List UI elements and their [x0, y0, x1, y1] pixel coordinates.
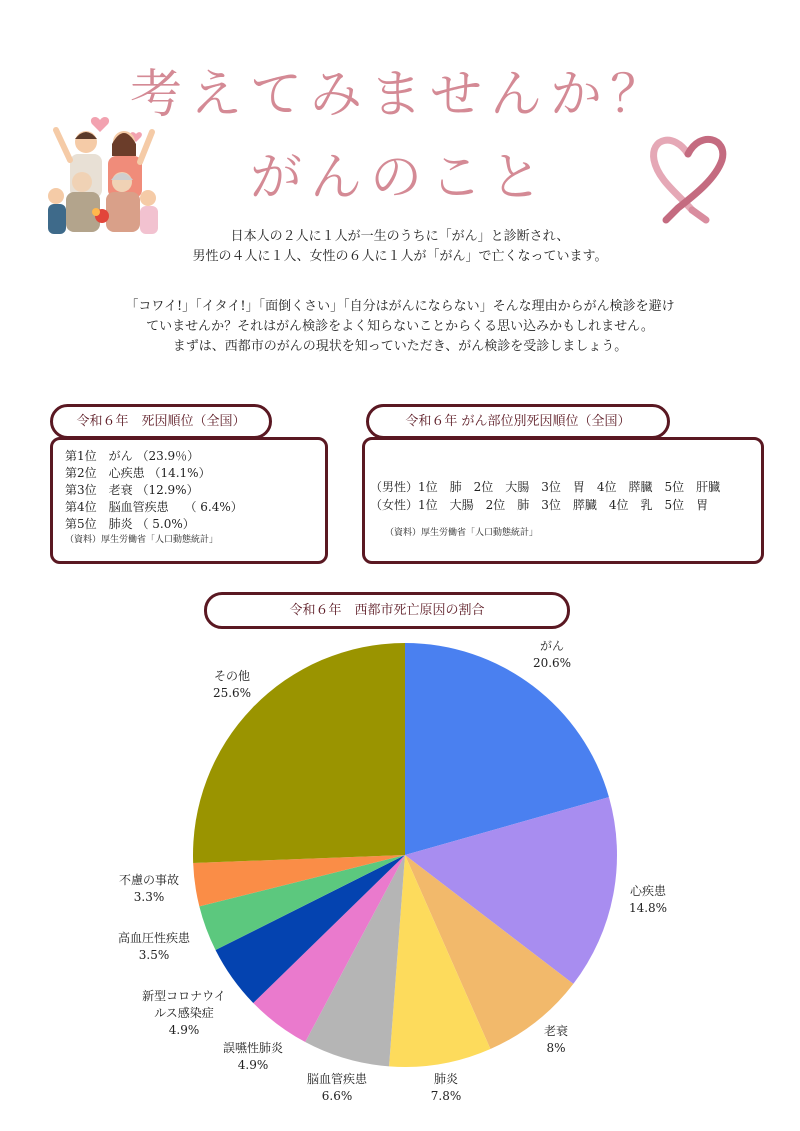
cancer-site-source: （資料）厚生労働省「人口動態統計」 [385, 528, 539, 538]
pie-chart-header: 令和６年 西都市死亡原因の割合 [204, 592, 570, 629]
cancer-site-row-male: （男性）1位 肺 2位 大腸 3位 胃 4位 膵臓 5位 肝臓 [370, 480, 721, 494]
title-line-1: 考えてみませんか？ [129, 65, 670, 125]
pie-slice-label: 肺炎 7.8% [430, 1072, 462, 1103]
death-rank-row-3: 第3位 老衰 （12.9%） [65, 483, 199, 497]
pie-slice-label: 心疾患 14.8% [628, 884, 668, 915]
death-rank-header: 令和６年 死因順位（全国） [50, 404, 272, 439]
death-rank-row-2: 第2位 心疾患 （14.1%） [65, 466, 211, 480]
pie-slice-label: 脳血管疾患 6.6% [306, 1072, 368, 1103]
cancer-site-row-female: （女性）1位 大腸 2位 肺 3位 膵臓 4位 乳 5位 胃 [370, 498, 709, 512]
pie-slice-label: 新型コロナウイルス感染症 4.9% [142, 989, 226, 1037]
lead2-line-3: まずは、西都市のがんの現状を知っていただき、がん検診を受診しましょう。 [172, 339, 628, 354]
pie-slice-label: 誤嚥性肺炎 4.9% [222, 1041, 284, 1072]
pie-slice-label: 高血圧性疾患 3.5% [117, 931, 191, 962]
lead1-line-2: 男性の４人に１人、女性の６人に１人が「がん」で亡くなっています。 [192, 249, 608, 264]
death-rank-row-1: 第1位 がん （23.9％） [65, 449, 200, 463]
lead2-line-1: 「コワイ!」「イタイ!」「面倒くさい」「自分はがんにならない」そんな理由からがん検診を避け [125, 299, 675, 314]
pie-slice-label: 老衰 8% [543, 1024, 569, 1055]
death-rank-row-4: 第4位 脳血管疾患 （ 6.4%） [65, 500, 243, 514]
death-rank-source: （資料）厚生労働省「人口動態統計」 [65, 535, 219, 545]
lead2-line-2: ていませんか？それはがん検診をよく知らないことからくる思い込みかもしれません。 [146, 319, 654, 334]
pie-slice-label: 不慮の事故 3.3% [118, 873, 180, 904]
pie-slice-label: がん 20.6% [532, 639, 572, 670]
pie-slice-label: その他 25.6% [212, 669, 252, 700]
cancer-site-rank-header: 令和６年 がん部位別死因順位（全国） [366, 404, 670, 439]
lead1-line-1: 日本人の２人に１人が一生のうちに「がん」と診断され、 [230, 229, 570, 244]
title-line-2: がんのこと [249, 148, 550, 208]
death-rank-row-5: 第5位 肺炎 （ 5.0%） [65, 517, 195, 531]
